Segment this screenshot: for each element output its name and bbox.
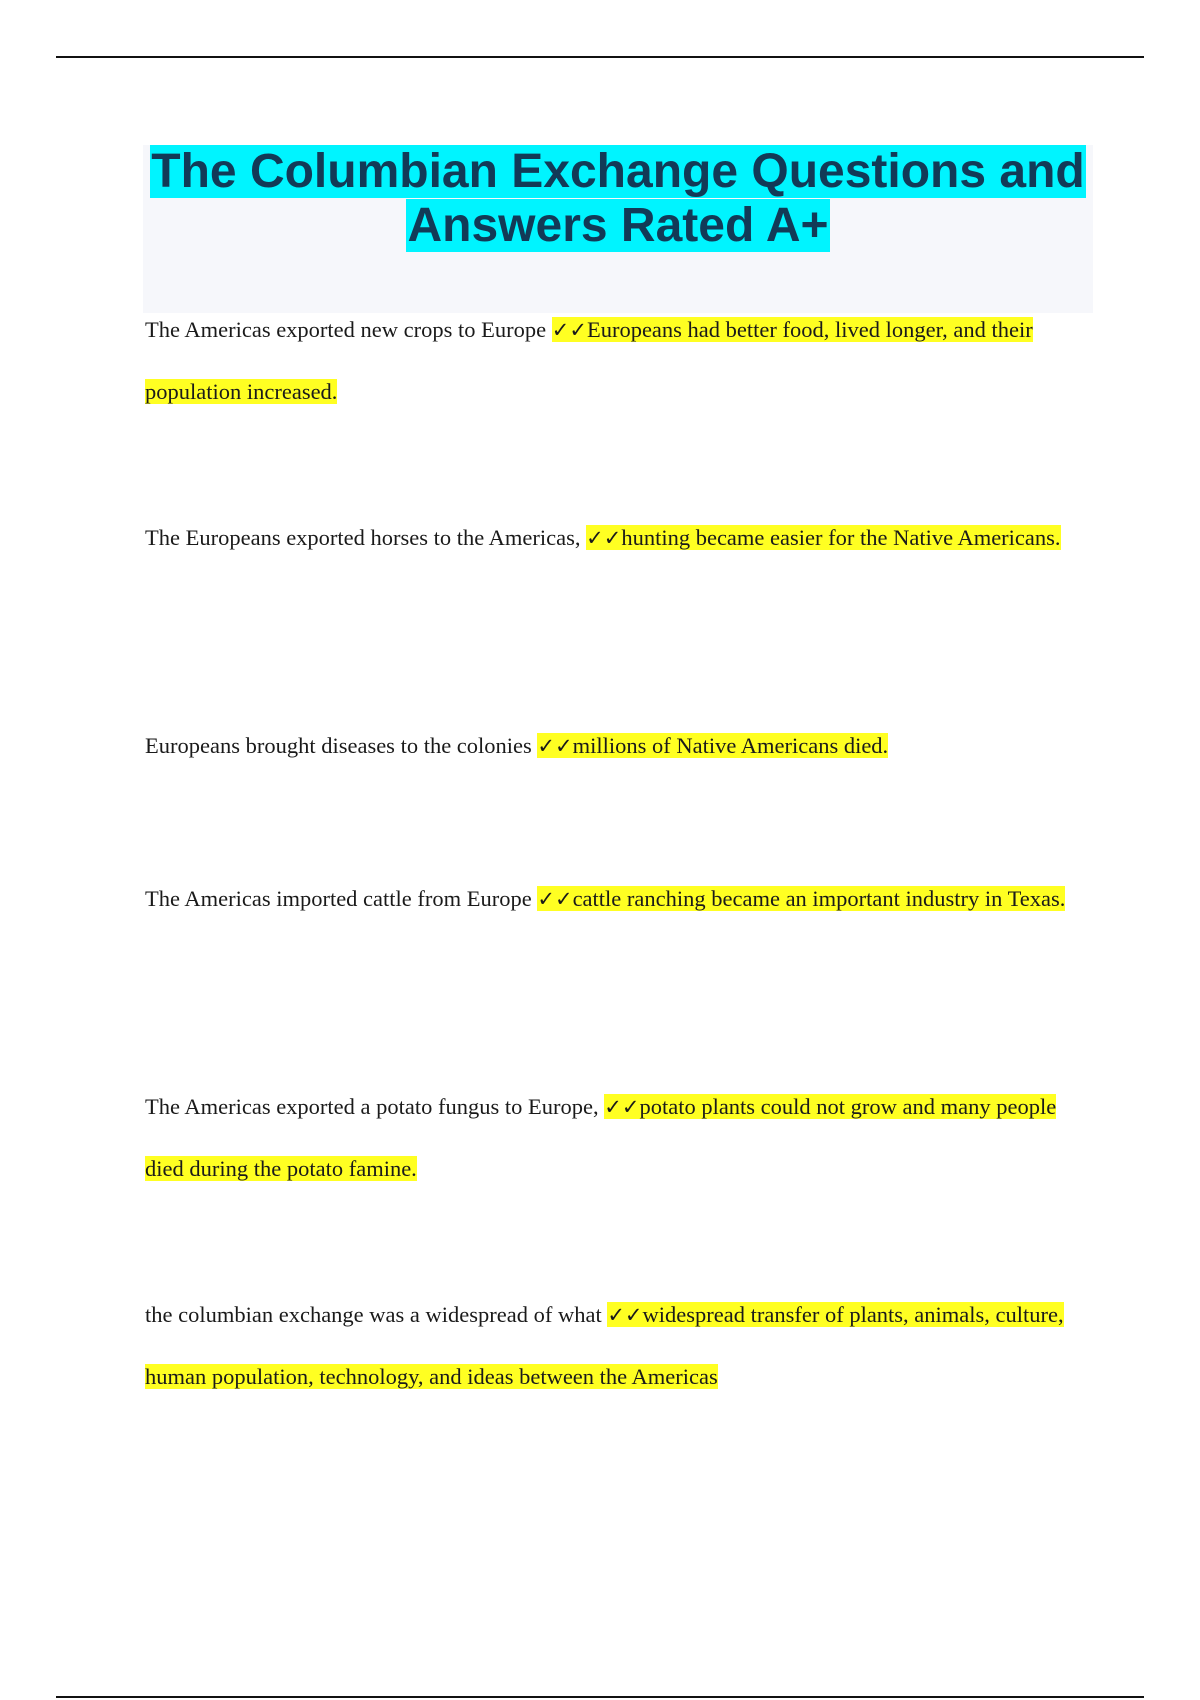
double-check-icon: ✓✓ (537, 887, 573, 911)
answer-highlight (586, 525, 1060, 550)
question-text: The Americas imported cattle from Europe (145, 886, 532, 911)
answer-highlight (537, 886, 1065, 911)
question-text: The Americas exported a potato fungus to Europe, (145, 1094, 599, 1119)
double-check-icon: ✓✓ (607, 1303, 643, 1327)
qa-item (145, 507, 1075, 569)
qa-item (145, 299, 1075, 422)
title-block (143, 145, 1093, 313)
answer-text: potato plants could not grow and many people died during the potato famine. (145, 1094, 1057, 1181)
title-line-1: The Columbian Exchange Questions and (151, 145, 1085, 198)
qa-item (145, 868, 1075, 930)
qa-item (145, 1076, 1075, 1199)
page-top-rule (56, 56, 1144, 58)
question-text: The Europeans exported horses to the Americas, (145, 525, 581, 550)
answer-text: millions of Native Americans died. (572, 733, 889, 758)
question-text: the columbian exchange was a widespread of what (145, 1302, 602, 1327)
answer-text: widespread transfer of plants, animals, culture, human population, technology, and ideas between the Americas (145, 1302, 1064, 1389)
qa-item (145, 1284, 1075, 1407)
double-check-icon: ✓✓ (551, 318, 587, 342)
page-title (143, 145, 1093, 253)
double-check-icon: ✓✓ (586, 526, 622, 550)
question-text: Europeans brought diseases to the colonies (145, 733, 532, 758)
qa-item (145, 715, 1075, 777)
answer-text: cattle ranching became an important industry in Texas. (572, 886, 1066, 911)
double-check-icon: ✓✓ (537, 734, 573, 758)
answer-highlight (537, 733, 888, 758)
question-text: The Americas exported new crops to Europe (145, 317, 547, 342)
answer-text: hunting became easier for the Native Americans. (621, 525, 1061, 550)
double-check-icon: ✓✓ (604, 1095, 640, 1119)
answer-text: Europeans had better food, lived longer, and their population increased. (145, 317, 1033, 404)
title-line-2: Answers Rated A+ (407, 199, 829, 252)
page-bottom-rule (56, 1696, 1144, 1698)
